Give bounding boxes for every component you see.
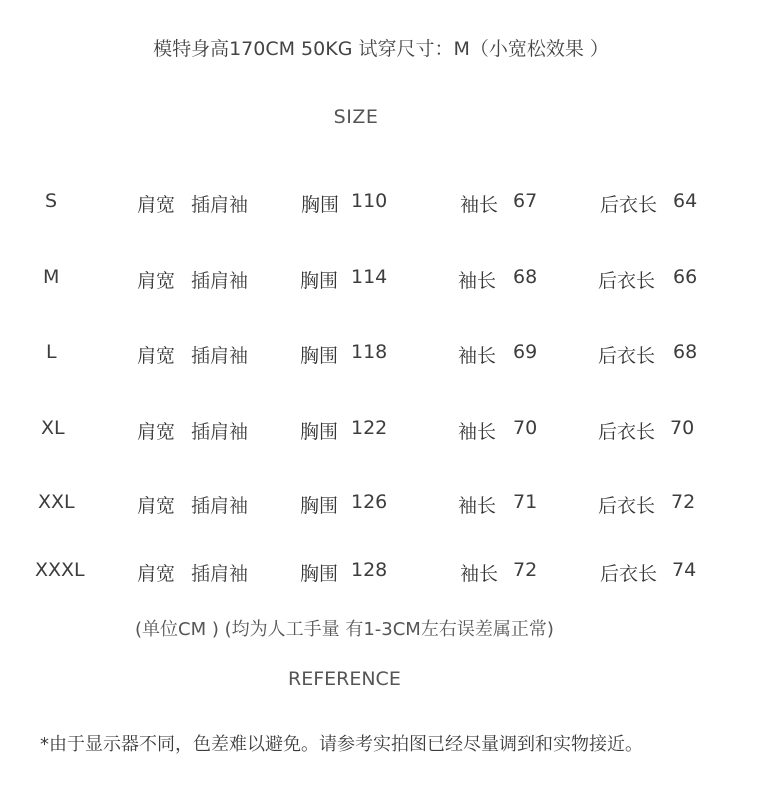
sleeve-value: 68 [513, 266, 538, 288]
sleeve-value: 67 [513, 190, 538, 212]
size-name: XXL [38, 491, 75, 513]
length-label: 后衣长 [598, 495, 656, 517]
size-name: S [45, 190, 58, 212]
chest-label: 胸围 [300, 495, 339, 517]
shoulder-label: 肩宽 [137, 345, 176, 367]
shoulder-value: 插肩袖 [191, 270, 249, 292]
chest-value: 118 [351, 341, 388, 363]
size-name: L [46, 341, 57, 363]
chest-value: 114 [351, 266, 388, 288]
sleeve-label: 袖长 [460, 194, 499, 216]
shoulder-value: 插肩袖 [191, 495, 249, 517]
sleeve-value: 72 [513, 559, 538, 581]
length-value: 64 [673, 190, 698, 212]
chest-value: 128 [351, 559, 388, 581]
size-row-xxl [0, 491, 762, 521]
chest-value: 110 [351, 190, 388, 212]
sleeve-label: 袖长 [458, 270, 497, 292]
shoulder-label: 肩宽 [137, 563, 176, 585]
shoulder-label: 肩宽 [137, 421, 176, 443]
length-value: 70 [670, 417, 695, 439]
size-row-xl [0, 417, 762, 447]
length-label: 后衣长 [598, 270, 656, 292]
color-disclaimer: *由于显示器不同，色差难以避免。请参考实拍图已经尽量调到和实物接近。 [40, 734, 643, 755]
chest-label: 胸围 [300, 421, 339, 443]
length-label: 后衣长 [600, 194, 658, 216]
sleeve-value: 71 [513, 491, 538, 513]
size-row-xxxl [0, 559, 762, 589]
shoulder-value: 插肩袖 [191, 345, 249, 367]
size-section-title: SIZE [333, 106, 379, 128]
shoulder-value: 插肩袖 [191, 421, 249, 443]
size-row-m [0, 266, 762, 296]
size-row-s [0, 190, 762, 220]
shoulder-value: 插肩袖 [191, 194, 249, 216]
chest-label: 胸围 [300, 345, 339, 367]
sleeve-value: 70 [513, 417, 538, 439]
size-name: M [43, 266, 60, 288]
reference-title: REFERENCE [288, 668, 401, 690]
unit-note: (单位CM ) (均为人工手量 有1-3CM左右误差属正常) [135, 619, 554, 640]
chest-label: 胸围 [301, 194, 340, 216]
sleeve-label: 袖长 [458, 421, 497, 443]
model-info-header: 模特身高170CM 50KG 试穿尺寸：M（小宽松效果 ） [153, 38, 609, 60]
length-label: 后衣长 [600, 563, 658, 585]
length-label: 后衣长 [598, 345, 656, 367]
size-row-l [0, 341, 762, 371]
length-value: 72 [671, 491, 696, 513]
chest-label: 胸围 [300, 270, 339, 292]
length-value: 68 [673, 341, 698, 363]
sleeve-label: 袖长 [458, 495, 497, 517]
length-value: 74 [672, 559, 697, 581]
chest-value: 122 [351, 417, 388, 439]
size-name: XXXL [35, 559, 85, 581]
length-value: 66 [673, 266, 698, 288]
chest-label: 胸围 [300, 563, 339, 585]
sleeve-label: 袖长 [458, 345, 497, 367]
shoulder-label: 肩宽 [137, 194, 176, 216]
sleeve-value: 69 [513, 341, 538, 363]
length-label: 后衣长 [598, 421, 656, 443]
chest-value: 126 [351, 491, 388, 513]
shoulder-value: 插肩袖 [191, 563, 249, 585]
shoulder-label: 肩宽 [137, 495, 176, 517]
sleeve-label: 袖长 [460, 563, 499, 585]
shoulder-label: 肩宽 [137, 270, 176, 292]
size-name: XL [41, 417, 65, 439]
